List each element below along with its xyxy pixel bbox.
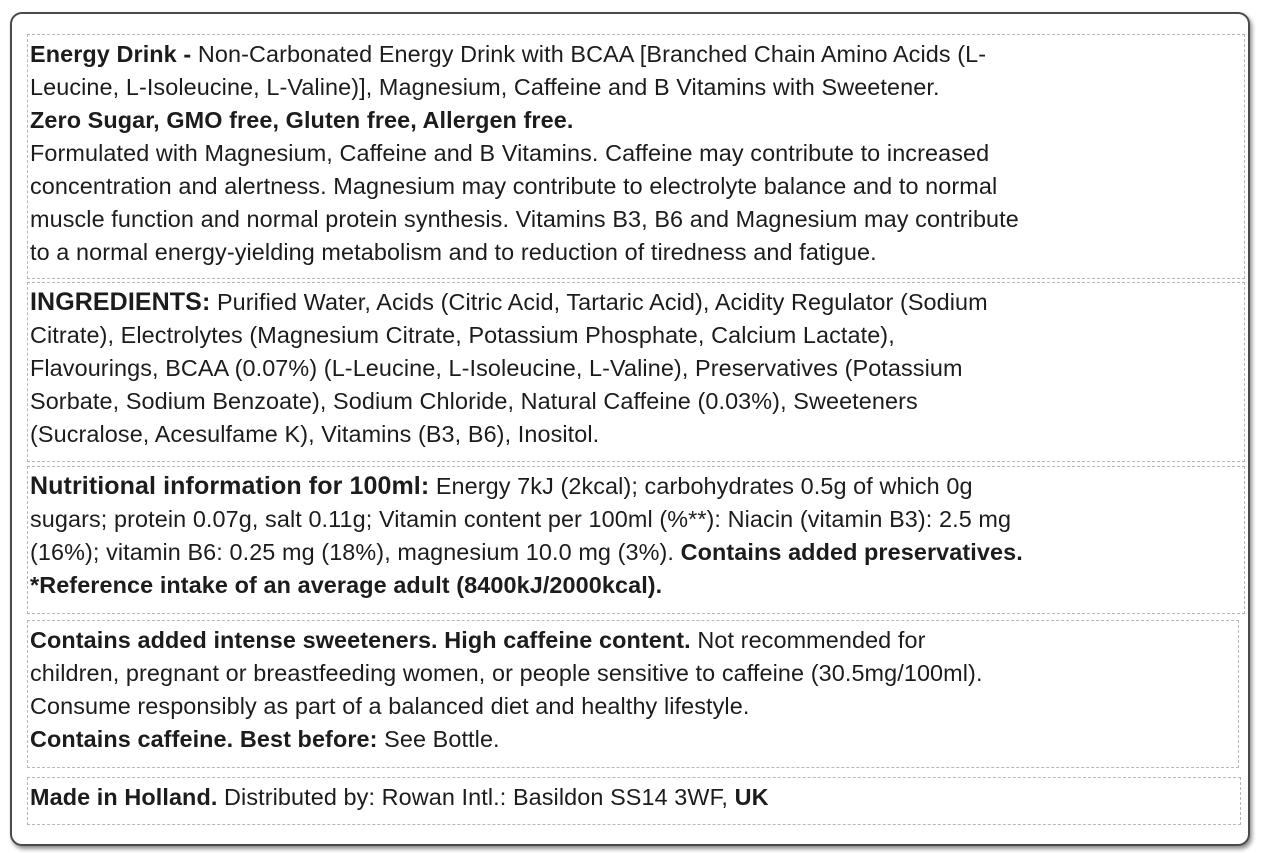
not-recommended-text: Not recommended for — [690, 627, 926, 653]
product-line-1 — [30, 38, 1244, 71]
ingredients-line: Sorbate, Sodium Benzoate), Sodium Chloride, Natural Caffeine (0.03%), Sweeteners — [30, 388, 918, 414]
country-text: UK — [734, 784, 769, 810]
best-before-line — [30, 723, 1238, 756]
origin-line — [30, 781, 1240, 814]
sweetener-caffeine-warning: Contains added intense sweeteners. High caffeine content. — [30, 627, 691, 653]
product-line-2: Leucine, L-Isoleucine, L-Valine)], Magnesium, Caffeine and B Vitamins with Sweetener. — [30, 74, 940, 100]
best-before-value: See Bottle. — [377, 726, 500, 752]
origin-section — [27, 777, 1241, 825]
warnings-line-3: Consume responsibly as part of a balanced diet and healthy lifestyle. — [30, 693, 750, 719]
made-in-text: Made in Holland. — [30, 784, 218, 810]
ingredients-text: Purified Water, Acids (Citric Acid, Tartaric Acid), Acidity Regulator (Sodium — [210, 289, 988, 315]
distributor-text: Distributed by: Rowan Intl.: Basildon SS14 3WF, — [217, 784, 735, 810]
ingredients-line: Citrate), Electrolytes (Magnesium Citrate, Potassium Phosphate, Calcium Lactate), — [30, 322, 895, 348]
product-title: Energy Drink - — [30, 41, 192, 67]
product-claims: Zero Sugar, GMO free, Gluten free, Allergen free. — [30, 107, 574, 133]
ingredients-line: (Sucralose, Acesulfame K), Vitamins (B3, B6), Inositol. — [30, 421, 600, 447]
reference-intake-note: *Reference intake of an average adult (8400kJ/2000kcal). — [30, 572, 663, 598]
ingredients-line-1 — [30, 286, 1244, 319]
description-line: muscle function and normal protein synthesis. Vitamins B3, B6 and Magnesium may contribute — [30, 206, 1019, 232]
description-line: to a normal energy-yielding metabolism and to reduction of tiredness and fatigue. — [30, 239, 877, 265]
warnings-section — [27, 620, 1239, 768]
nutrition-heading: Nutritional information for 100ml: — [30, 472, 430, 500]
ingredients-heading: INGREDIENTS: — [30, 288, 211, 316]
label-panel — [10, 12, 1250, 846]
nutrition-line-3 — [30, 536, 1244, 569]
warnings-line-1 — [30, 624, 1238, 657]
warnings-line-2: children, pregnant or breastfeeding women, or people sensitive to caffeine (30.5mg/100ml). — [30, 660, 983, 686]
nutrition-line-2: sugars; protein 0.07g, salt 0.11g; Vitamin content per 100ml (%**): Niacin (vitamin B3): 2.5 mg — [30, 506, 1012, 532]
product-description-section — [27, 34, 1245, 279]
ingredients-section — [27, 282, 1245, 462]
nutrition-vitamins-text: (16%); vitamin B6: 0.25 mg (18%), magnesium 10.0 mg (3%). — [30, 539, 681, 565]
best-before-label: Contains caffeine. Best before: — [30, 726, 378, 752]
description-line: concentration and alertness. Magnesium may contribute to electrolyte balance and to normal — [30, 173, 998, 199]
preservatives-notice: Contains added preservatives. — [680, 539, 1023, 565]
description-line: Formulated with Magnesium, Caffeine and B Vitamins. Caffeine may contribute to increased — [30, 140, 990, 166]
product-subtitle: Non-Carbonated Energy Drink with BCAA [Branched Chain Amino Acids (L- — [191, 41, 987, 67]
nutrition-section — [27, 466, 1245, 614]
nutrition-energy-text: Energy 7kJ (2kcal); carbohydrates 0.5g of which 0g — [429, 473, 973, 499]
ingredients-line: Flavourings, BCAA (0.07%) (L-Leucine, L-Isoleucine, L-Valine), Preservatives (Potassium — [30, 355, 963, 381]
nutrition-line-1 — [30, 470, 1244, 503]
